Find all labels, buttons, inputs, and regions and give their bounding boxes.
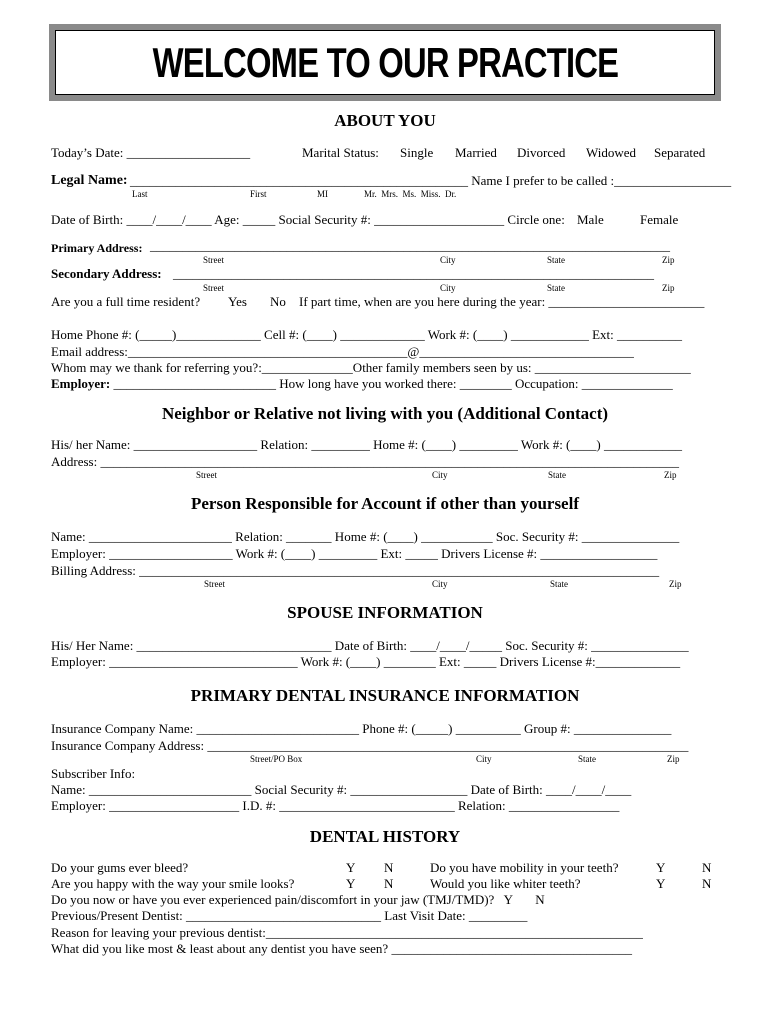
- question-smile-happy: Are you happy with the way your smile looks?: [51, 876, 295, 891]
- title-panel: [55, 30, 715, 95]
- gender-option-male[interactable]: Male: [577, 212, 604, 227]
- contact-name-phone-field[interactable]: His/ her Name: ___________________ Relation: _________ Home #: (____) _________ Work #: (____) ____________: [51, 437, 682, 452]
- section-heading-insurance: PRIMARY DENTAL INSURANCE INFORMATION: [190, 686, 580, 705]
- previous-dentist-field[interactable]: Previous/Present Dentist: ______________________________ Last Visit Date: _________: [51, 908, 528, 923]
- sublabel-state: State: [550, 579, 568, 589]
- sublabel-first: First: [250, 189, 267, 199]
- sublabel-titles: Mr. Mrs. Ms. Miss. Dr.: [364, 189, 457, 199]
- form-title: WELCOME TO OUR PRACTICE: [152, 38, 618, 86]
- answer-no[interactable]: N: [702, 876, 712, 891]
- sublabel-state: State: [578, 754, 596, 764]
- sublabel-zip: Zip: [669, 579, 682, 589]
- subscriber-name-field[interactable]: Name: _________________________ Social Security #: __________________ Date of Birth: ____/____/____: [51, 782, 632, 797]
- responsible-name-field[interactable]: Name: ______________________ Relation: _______ Home #: (____) ___________ Soc. Security #: _______________: [51, 529, 680, 544]
- sublabel-street-po-box: Street/PO Box: [250, 754, 303, 764]
- phone-numbers-field[interactable]: Home Phone #: (_____)_____________ Cell #: (____) _____________ Work #: (____) ____________ Ext: __________: [51, 327, 682, 342]
- question-gums-bleed: Do your gums ever bleed?: [51, 860, 189, 875]
- spouse-name-field[interactable]: His/ Her Name: ______________________________ Date of Birth: ____/____/_____ Soc. Security #: _______________: [51, 638, 689, 653]
- marital-option-divorced[interactable]: Divorced: [517, 145, 566, 160]
- sublabel-state: State: [548, 470, 566, 480]
- answer-yes[interactable]: Y: [346, 860, 356, 875]
- section-heading-about: ABOUT YOU: [334, 111, 436, 130]
- legal-name-label: Legal Name:: [51, 173, 128, 188]
- sublabel-city: City: [440, 283, 456, 293]
- primary-address-label: Primary Address:: [51, 241, 143, 255]
- sublabel-mi: MI: [317, 189, 328, 199]
- sublabel-state: State: [547, 283, 565, 293]
- sublabel-street: Street: [203, 255, 224, 265]
- gender-option-female[interactable]: Female: [640, 212, 679, 227]
- answer-no[interactable]: N: [384, 860, 394, 875]
- marital-option-single[interactable]: Single: [400, 145, 434, 160]
- section-heading-neighbor: Neighbor or Relative not living with you (Additional Contact): [161, 404, 609, 423]
- todays-date-field[interactable]: Today’s Date: ___________________: [51, 145, 251, 160]
- sublabel-city: City: [432, 579, 448, 589]
- answer-no[interactable]: N: [384, 876, 394, 891]
- primary-address-field[interactable]: ________________________________________________________________________________: [150, 238, 670, 253]
- insurance-company-field[interactable]: Insurance Company Name: _________________________ Phone #: (_____) __________ Group #: _______________: [51, 721, 672, 736]
- sublabel-zip: Zip: [664, 470, 677, 480]
- marital-option-married[interactable]: Married: [455, 145, 497, 160]
- sublabel-city: City: [476, 754, 492, 764]
- question-whiter-teeth: Would you like whiter teeth?: [430, 876, 581, 891]
- employer-label: Employer:: [51, 376, 111, 391]
- legal-name-field[interactable]: ____________________________________________________ Name I prefer to be called :__________________: [130, 173, 732, 188]
- resident-question: Are you a full time resident?: [51, 294, 201, 309]
- sublabel-street: Street: [203, 283, 224, 293]
- resident-option-no[interactable]: No: [270, 294, 286, 309]
- employer-field[interactable]: _________________________ How long have you worked there: ________ Occupation: ______________: [110, 376, 673, 391]
- sublabel-last: Last: [132, 189, 148, 199]
- question-teeth-mobility: Do you have mobility in your teeth?: [430, 860, 619, 875]
- sublabel-zip: Zip: [662, 283, 675, 293]
- sublabel-street: Street: [204, 579, 225, 589]
- marital-option-widowed[interactable]: Widowed: [586, 145, 637, 160]
- dentist-likes-field[interactable]: What did you like most & least about any dentist you have seen? _____________________________________: [51, 941, 632, 956]
- title-frame: [49, 24, 721, 101]
- resident-option-yes[interactable]: Yes: [228, 294, 247, 309]
- subscriber-employer-field[interactable]: Employer: ____________________ I.D. #: ___________________________ Relation: _________________: [51, 798, 620, 813]
- sublabel-city: City: [432, 470, 448, 480]
- sublabel-state: State: [547, 255, 565, 265]
- sublabel-street: Street: [196, 470, 217, 480]
- sublabel-zip: Zip: [662, 255, 675, 265]
- section-heading-spouse: SPOUSE INFORMATION: [287, 603, 483, 622]
- billing-address-field[interactable]: Billing Address: ________________________________________________________________________________: [51, 563, 660, 578]
- spouse-employer-field[interactable]: Employer: _____________________________ Work #: (____) ________ Ext: _____ Drivers License #:_____________: [51, 654, 681, 669]
- employer-row: [51, 376, 673, 392]
- marital-status-label: Marital Status:: [302, 145, 379, 160]
- sublabel-zip: Zip: [667, 754, 680, 764]
- email-field[interactable]: Email address:___________________________________________@_________________________________: [51, 344, 634, 359]
- secondary-address-field[interactable]: __________________________________________________________________________: [173, 266, 654, 281]
- section-heading-dental: DENTAL HISTORY: [309, 827, 461, 846]
- subscriber-info-label: Subscriber Info:: [51, 766, 136, 781]
- section-heading-responsible: Person Responsible for Account if other than yourself: [190, 494, 579, 513]
- contact-address-field[interactable]: Address: _________________________________________________________________________________________: [51, 454, 679, 469]
- part-time-field[interactable]: If part time, when are you here during the year: ________________________: [299, 294, 705, 309]
- referral-field[interactable]: Whom may we thank for referring you?:______________Other family members seen by us: ________________________: [51, 360, 691, 375]
- question-tmj[interactable]: Do you now or have you ever experienced pain/discomfort in your jaw (TMJ/TMD)? Y N: [51, 892, 545, 907]
- insurance-address-field[interactable]: Insurance Company Address: __________________________________________________________________________: [51, 738, 689, 753]
- answer-yes[interactable]: Y: [656, 876, 666, 891]
- marital-option-separated[interactable]: Separated: [654, 145, 706, 160]
- secondary-address-label: Secondary Address:: [51, 266, 162, 281]
- answer-yes[interactable]: Y: [656, 860, 666, 875]
- sublabel-city: City: [440, 255, 456, 265]
- responsible-employer-field[interactable]: Employer: ___________________ Work #: (____) _________ Ext: _____ Drivers License #: __________________: [51, 546, 658, 561]
- reason-leaving-field[interactable]: Reason for leaving your previous dentist:__________________________________________________________: [51, 925, 643, 940]
- dob-age-ssn-field[interactable]: Date of Birth: ____/____/____ Age: _____ Social Security #: ____________________ Circle one:: [51, 212, 565, 227]
- answer-no[interactable]: N: [702, 860, 712, 875]
- answer-yes[interactable]: Y: [346, 876, 356, 891]
